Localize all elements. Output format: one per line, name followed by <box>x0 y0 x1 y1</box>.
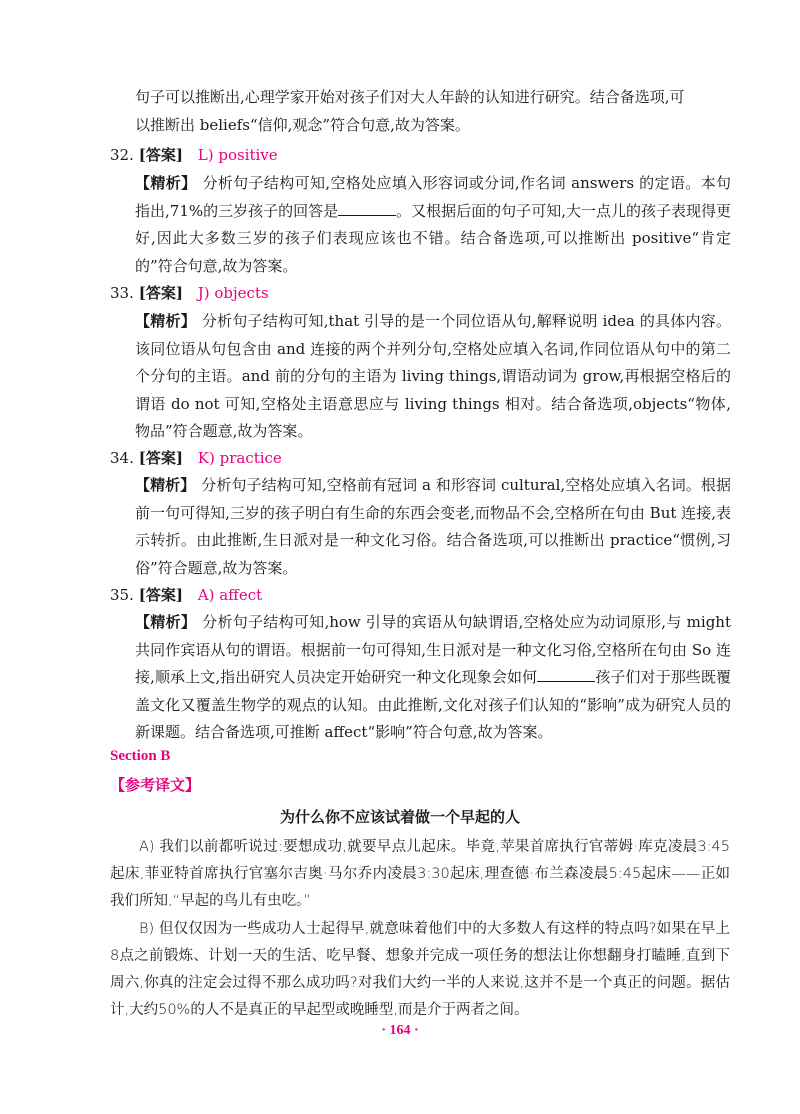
answer-item-34 <box>110 445 730 473</box>
analysis-34 <box>135 472 731 582</box>
reference-label: 【参考译文】 <box>110 776 201 794</box>
answer-value: A) affect <box>197 586 263 604</box>
item-number: 33. <box>110 284 134 302</box>
answer-blank <box>338 201 396 216</box>
answer-item-33 <box>110 280 730 308</box>
analysis-tag: 【精析】 <box>135 174 197 192</box>
analysis-32 <box>135 170 731 280</box>
analysis-tag: 【精析】 <box>135 312 196 330</box>
translation-paragraph-b: B) 但仅仅因为一些成功人士起得早,就意味着他们中的大多数人有这样的特点吗?如果在早上8点之前锻炼、计划一天的生活、吃早餐、想象并完成一项任务的想法让你想翻身打瞌睡,直到下周六,你真的注定会过得不那么成功吗?对我们大约一半的人来说,这并不是一个真正的问题。据估计,大约50%的人不是真正的早起型或晚睡型,而是介于两者之间。 <box>110 921 730 1018</box>
answer-tag: [答案] <box>138 449 183 467</box>
analysis-text-b: 。又根据后面的句子可知,大一点儿的孩子表现得更好,因此大多数三岁的孩子们表现应该也不错。结合备选项,可以推断出 positive“肯定的”符合句意,故为答案。 <box>135 201 731 275</box>
intro-line-2: 以推断出 beliefs“信仰,观念”符合句意,故为答案。 <box>135 115 470 134</box>
answer-tag: [答案] <box>138 146 183 164</box>
intro-paragraph <box>135 84 731 139</box>
analysis-text-a: 分析句子结构可知,how 引导的宾语从句缺谓语,空格处应为动词原形,与 might 共同作宾语从句的谓语。根据前一句可得知,生日派对是一种文化习俗,空格所在句由 So 连接,顺承上文,指出研究人员决定开始研究一种文化现象会如何 <box>135 613 731 686</box>
item-number: 34. <box>110 449 134 467</box>
answer-blank <box>537 667 595 682</box>
answer-tag: [答案] <box>138 586 183 604</box>
answer-item-32 <box>110 142 730 170</box>
item-number: 35. <box>110 586 134 604</box>
page-number: · 164 · <box>381 1023 419 1038</box>
item-number: 32. <box>110 146 134 164</box>
analysis-tag: 【精析】 <box>135 476 196 494</box>
section-heading: Section B <box>110 748 171 764</box>
intro-line-1: 句子可以推断出,心理学家开始对孩子们对大人年龄的认知进行研究。结合备选项,可 <box>135 88 685 106</box>
analysis-text: 分析句子结构可知,空格前有冠词 a 和形容词 cultural,空格处应填入名词。根据前一句可得知,三岁的孩子明白有生命的东西会变老,而物品不会,空格所在句由 But 连接,表示转折。由此推断,生日派对是一种文化习俗。结合备选项,可以推断出 practice“惯例,习俗”符合题意,故为答案。 <box>135 476 731 577</box>
answer-value: K) practice <box>197 449 282 467</box>
translation-title: 为什么你不应该试着做一个早起的人 <box>279 808 520 826</box>
analysis-33 <box>135 308 731 446</box>
translation-paragraph-a: A) 我们以前都听说过:要想成功,就要早点儿起床。毕竟,苹果首席执行官蒂姆·库克凌晨3:45起床,菲亚特首席执行官塞尔吉奥·马尔乔内凌晨3:30起床,理查德·布兰森凌晨5:45起床——正如我们所知,“早起的鸟儿有虫吃。” <box>110 839 730 909</box>
answer-tag: [答案] <box>138 284 183 302</box>
answer-item-35 <box>110 582 730 610</box>
analysis-text: 分析句子结构可知,that 引导的是一个同位语从句,解释说明 idea 的具体内容。该同位语从句包含由 and 连接的两个并列分句,空格处应填入名词,作同位语从句中的第二个分句的主语。and 前的分句的主语为 living things,谓语动词为 grow,再根据空格后的谓语 do not 可知,空格处主语意思应与 living things 相对。结合备选项,objects“物体,物品”符合题意,故为答案。 <box>135 312 731 440</box>
answer-value: J) objects <box>197 284 269 302</box>
analysis-text-a: 分析句子结构可知,空格处应填入形容词或分词,作名词 answers 的定语。本句指出,71%的三岁孩子的回答是 <box>135 174 731 220</box>
analysis-35 <box>135 609 731 747</box>
analysis-text-b: 孩子们对于那些既覆盖文化又覆盖生物学的观点的认知。由此推断,文化对孩子们认知的“影响”成为研究人员的新课题。结合备选项,可推断 affect“影响”符合句意,故为答案。 <box>135 668 731 741</box>
analysis-tag: 【精析】 <box>135 613 197 631</box>
answer-value: L) positive <box>197 146 278 164</box>
